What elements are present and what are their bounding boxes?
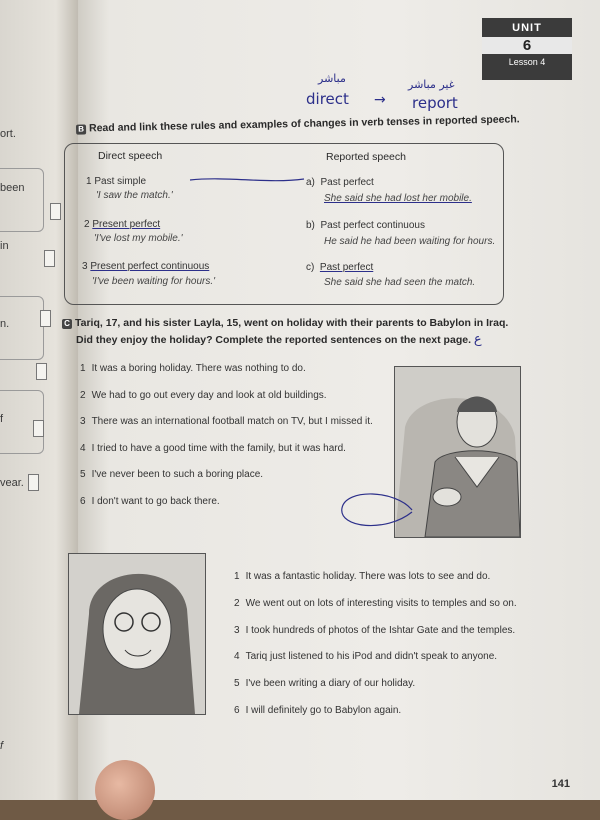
exercise-b-instruction (76, 113, 520, 134)
reported-rule-a (306, 177, 374, 188)
handwritten-report: report (412, 94, 458, 112)
handwritten-arabic: مباشر (318, 72, 346, 85)
tariq-sentence: 5 I've never been to such a boring place. (80, 469, 264, 480)
exercise-c-instruction (62, 317, 508, 329)
instruction-line-1: Tariq, 17, and his sister Layla, 15, went on holiday with their parents to Babylon in Iraq. (75, 317, 509, 329)
tariq-sentence: 6 I don't want to go back there. (80, 496, 220, 507)
exercise-c-instruction-2 (76, 332, 482, 347)
direct-rule-1 (86, 176, 146, 187)
left-fragment: f (0, 740, 4, 752)
layla-illustration (68, 553, 206, 715)
unit-number: 6 (482, 37, 572, 54)
unit-tab (482, 18, 572, 80)
rule-tense: Past perfect (320, 177, 374, 188)
rule-letter: c) (306, 262, 315, 273)
woman-with-glasses-drawing (69, 554, 205, 714)
left-checkbox (33, 420, 44, 437)
tariq-sentence: 1 It was a boring holiday. There was nothing to do. (80, 363, 306, 374)
hand-drawn-link (188, 170, 308, 190)
rule-tense: Past simple (94, 176, 147, 187)
exercise-letter: C (62, 319, 72, 329)
rule-num: 1 (86, 176, 92, 187)
handwritten-arabic: غير مباشر (408, 78, 455, 91)
rule-letter: a) (306, 177, 315, 188)
reported-example-b: He said he had been waiting for hours. (324, 236, 496, 247)
rule-tense: Past perfect (319, 262, 374, 273)
left-fragment: ort. (0, 128, 16, 140)
layla-sentence: 6 I will definitely go to Babylon again. (234, 705, 402, 716)
left-checkbox (40, 310, 51, 327)
hand-drawn-arrow (336, 488, 416, 538)
layla-sentence: 3 I took hundreds of photos of the Ishtar Gate and the temples. (234, 625, 516, 636)
direct-example-1: 'I saw the match.' (96, 190, 173, 201)
direct-example-2: 'I've lost my mobile.' (94, 233, 183, 244)
reported-rule-c (306, 262, 373, 273)
left-fragment: vear. (0, 477, 24, 489)
rule-tense: Present perfect continuous (90, 261, 210, 272)
left-fragment: in (0, 240, 9, 252)
handwritten-direct: direct (306, 90, 349, 108)
left-checkbox (28, 474, 39, 491)
rule-num: 2 (84, 219, 90, 230)
left-checkbox (44, 250, 55, 267)
rule-letter: b) (306, 220, 315, 231)
left-fragment: n. (0, 318, 10, 330)
rule-num: 3 (82, 261, 88, 272)
tariq-sentence: 4 I tried to have a good time with the family, but it was hard. (80, 443, 346, 454)
page-number: 141 (551, 778, 570, 790)
textbook-page (64, 0, 600, 800)
tariq-sentence: 2 We had to go out every day and look at old buildings. (80, 390, 327, 401)
direct-rule-3 (82, 261, 209, 272)
rule-tense: Past perfect continuous (320, 220, 425, 231)
direct-rule-2 (84, 219, 160, 230)
layla-sentence: 1 It was a fantastic holiday. There was lots to see and do. (234, 571, 491, 582)
instruction-text: Read and link these rules and examples of changes in verb tenses in reported speech. (88, 113, 520, 135)
left-box (0, 168, 44, 232)
reported-rule-b (306, 220, 425, 231)
rule-tense: Present perfect (92, 219, 161, 230)
layla-sentence: 2 We went out on lots of interesting visits to temples and so on. (234, 598, 517, 609)
direct-example-3: 'I've been waiting for hours.' (92, 276, 216, 287)
handwritten-note: ع (473, 332, 482, 347)
handwritten-arrow: → (374, 92, 386, 108)
unit-label: UNIT (512, 22, 542, 34)
reported-speech-header: Reported speech (326, 151, 406, 163)
thumb (95, 760, 155, 820)
reported-example-c: She said she had seen the match. (324, 277, 476, 288)
left-checkbox (50, 203, 61, 220)
reported-example-a: She said she had lost her mobile. (324, 193, 472, 204)
left-fragment: f (0, 413, 4, 425)
layla-sentence: 5 I've been writing a diary of our holiday. (234, 678, 416, 689)
tariq-sentence: 3 There was an international football match on TV, but I missed it. (80, 416, 373, 427)
layla-sentence: 4 Tariq just listened to his iPod and didn't speak to anyone. (234, 651, 498, 662)
exercise-letter: B (76, 124, 86, 134)
left-fragment: been (0, 182, 25, 194)
left-checkbox (36, 363, 47, 380)
direct-speech-header: Direct speech (98, 150, 163, 162)
instruction-line-2: Did they enjoy the holiday? Complete the reported sentences on the next page. (76, 334, 471, 346)
lesson-label: Lesson 4 (508, 57, 546, 67)
left-box (0, 296, 44, 360)
